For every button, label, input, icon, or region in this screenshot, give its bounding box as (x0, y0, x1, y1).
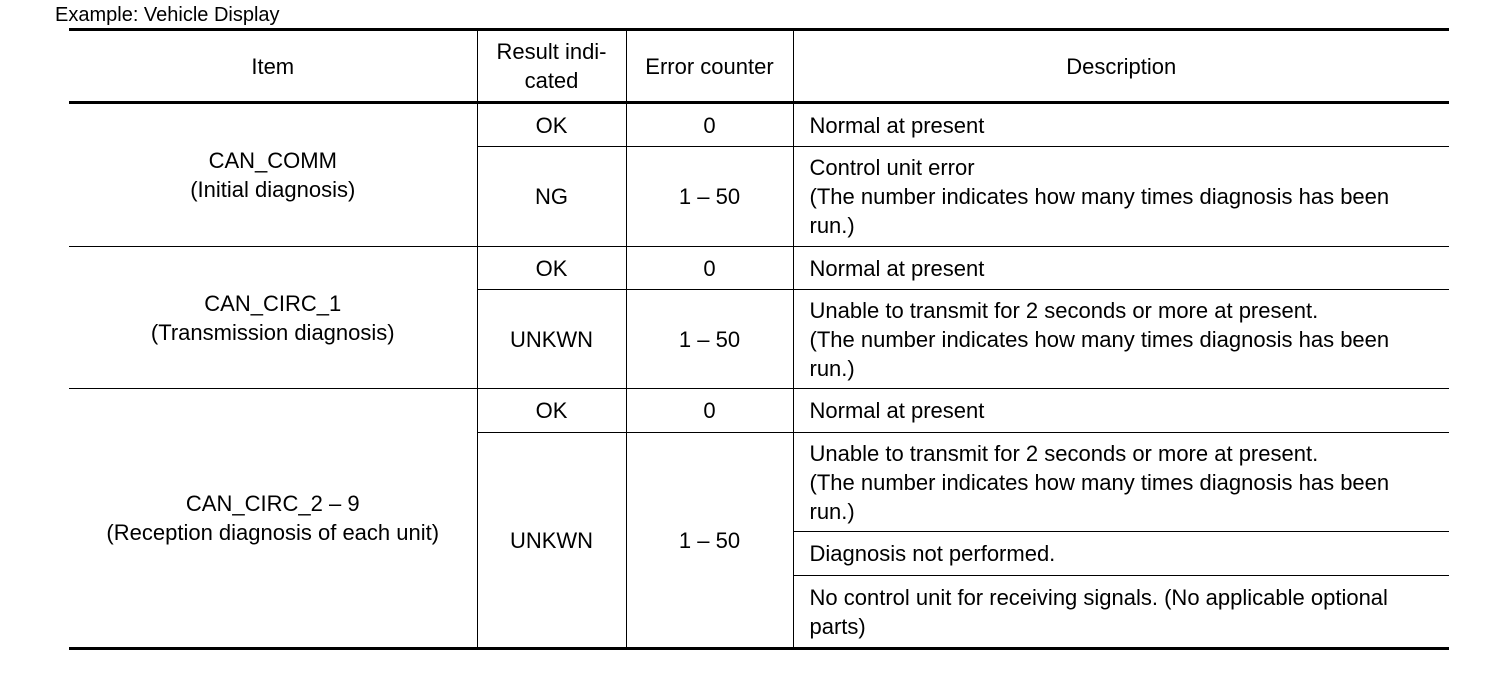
item-subtitle: (Reception diagnosis of each unit) (106, 520, 440, 545)
description-line: Unable to transmit for 2 seconds or more at present. (809, 297, 1319, 323)
counter-cell: 1 – 50 (626, 290, 793, 389)
description-line: Control unit error (809, 155, 975, 180)
counter-cell: 1 – 50 (626, 433, 793, 649)
table-row (69, 103, 1449, 147)
item-name: CAN_CIRC_1 (204, 290, 342, 316)
result-cell: NG (477, 147, 626, 247)
description-line: Unable to transmit for 2 seconds or more at present. (809, 440, 1319, 466)
description-cell (793, 147, 1449, 247)
description-cell: Diagnosis not performed. (793, 532, 1449, 576)
header-result-line2: cated (524, 68, 579, 93)
description-cell (793, 290, 1449, 389)
result-cell: UNKWN (477, 433, 626, 649)
description-line: No control unit for receiving signals. (No applicable optional (809, 584, 1388, 610)
description-cell (793, 576, 1449, 649)
description-cell: Normal at present (793, 247, 1449, 290)
result-cell: OK (477, 103, 626, 147)
counter-cell: 0 (626, 389, 793, 433)
header-result-line1: Result indi- (496, 39, 607, 64)
description-line: run.) (809, 213, 855, 238)
result-cell: UNKWN (477, 290, 626, 389)
result-cell: OK (477, 389, 626, 433)
item-cell-can-circ-1 (69, 247, 477, 389)
diagnosis-table (69, 28, 1449, 650)
item-cell-can-comm (69, 103, 477, 247)
counter-cell: 1 – 50 (626, 147, 793, 247)
description-line: run.) (809, 355, 855, 381)
description-cell: Normal at present (793, 103, 1449, 147)
counter-cell: 0 (626, 103, 793, 147)
header-row (69, 30, 1449, 103)
description-line: run.) (809, 498, 855, 524)
table-row (69, 247, 1449, 290)
item-subtitle: (Transmission diagnosis) (150, 319, 395, 345)
description-line: (The number indicates how many times diagnosis has been (809, 184, 1390, 209)
table-row (69, 389, 1449, 433)
counter-cell: 0 (626, 247, 793, 290)
header-item: Item (69, 30, 477, 103)
header-result-indicated (477, 30, 626, 103)
description-line: (The number indicates how many times diagnosis has been (809, 326, 1390, 352)
item-name: CAN_CIRC_2 – 9 (185, 491, 360, 516)
description-cell (793, 433, 1449, 532)
table-caption: Example: Vehicle Display (55, 4, 280, 26)
description-line: parts) (809, 613, 866, 639)
item-subtitle: (Initial diagnosis) (190, 177, 356, 202)
description-line: (The number indicates how many times diagnosis has been (809, 469, 1390, 495)
item-name: CAN_COMM (208, 148, 337, 173)
header-error-counter: Error counter (626, 30, 793, 103)
result-cell: OK (477, 247, 626, 290)
description-cell: Normal at present (793, 389, 1449, 433)
header-description: Description (793, 30, 1449, 103)
item-cell-can-circ-2-9 (69, 389, 477, 649)
